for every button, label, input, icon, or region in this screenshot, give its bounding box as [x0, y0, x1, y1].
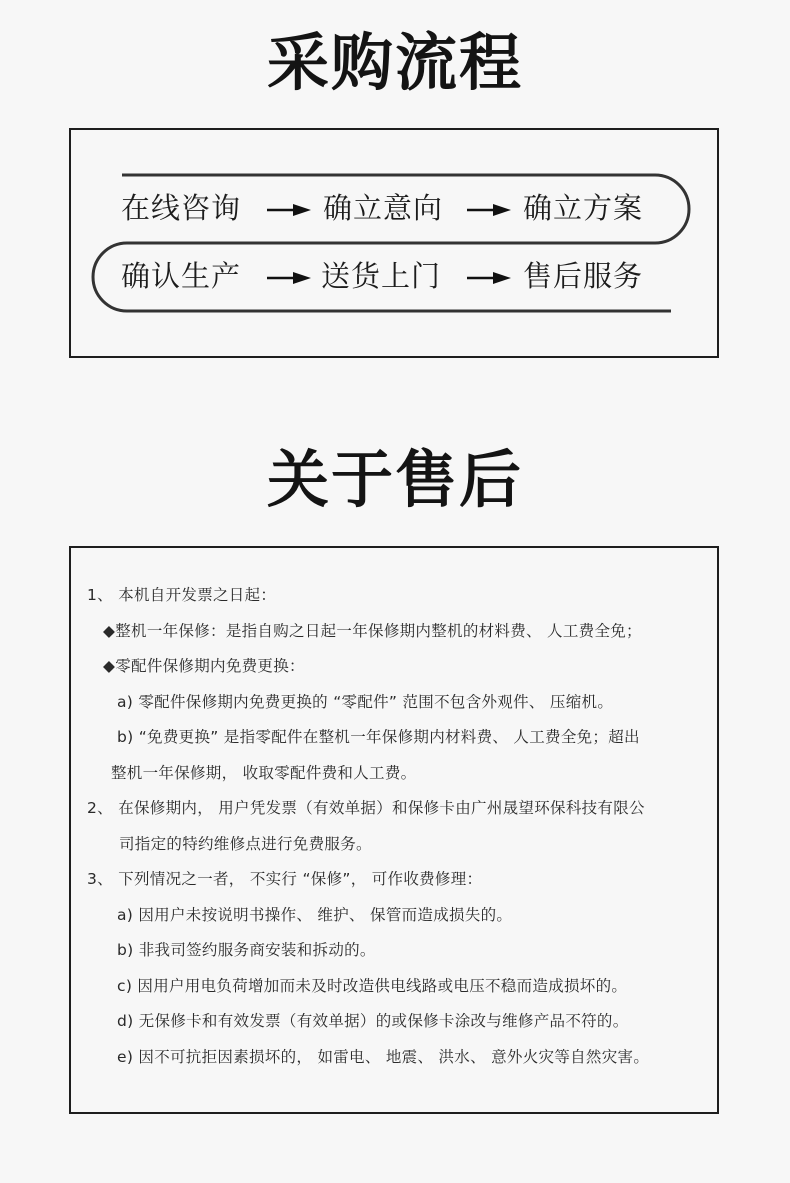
terms-line: d) 无保修卡和有效发票（有效单据）的或保修卡涂改与维修产品不符的。 — [117, 1012, 629, 1030]
terms-line: c) 因用户用电负荷增加而未及时改造供电线路或电压不稳而造成损坏的。 — [117, 977, 628, 995]
purchase-process-title: 采购流程 — [266, 26, 523, 99]
step-confirm-production: 确认生产 — [121, 259, 242, 293]
terms-line: e) 因不可抗拒因素损坏的， 如雷电、 地震、 洪水、 意外火灾等自然灾害。 — [117, 1048, 650, 1066]
terms-line: ◆整机一年保修：是指自购之日起一年保修期内整机的材料费、 人工费全免； — [103, 622, 642, 640]
step-confirm-plan: 确立方案 — [523, 191, 644, 225]
terms-line: 3、 下列情况之一者， 不实行 “保修”， 可作收费修理： — [87, 870, 483, 888]
terms-line: a) 因用户未按说明书操作、 维护、 保管而造成损失的。 — [117, 906, 513, 924]
after-sales-title: 关于售后 — [266, 443, 523, 516]
step-delivery: 送货上门 — [321, 259, 442, 293]
purchase-flow-box — [69, 128, 719, 358]
arrow-right-icon — [267, 202, 313, 218]
terms-line: a) 零配件保修期内免费更换的 “零配件” 范围不包含外观件、 压缩机。 — [117, 693, 614, 711]
terms-line: 司指定的特约维修点进行免费服务。 — [119, 835, 372, 853]
terms-line: 1、 本机自开发票之日起： — [87, 586, 277, 604]
step-online-consult: 在线咨询 — [121, 191, 242, 225]
step-confirm-intent: 确立意向 — [323, 191, 444, 225]
arrow-right-icon — [467, 202, 513, 218]
terms-line: b) “免费更换” 是指零配件在整机一年保修期内材料费、 人工费全免；超出 — [117, 728, 640, 746]
arrow-right-icon — [467, 270, 513, 286]
terms-line: b) 非我司签约服务商安装和拆动的。 — [117, 941, 376, 959]
terms-line: ◆零配件保修期内免费更换： — [103, 657, 305, 675]
arrow-right-icon — [267, 270, 313, 286]
terms-line: 整机一年保修期， 收取零配件费和人工费。 — [111, 764, 417, 782]
terms-line: 2、 在保修期内， 用户凭发票（有效单据）和保修卡由广州晟望环保科技有限公 — [87, 799, 645, 817]
step-after-sales: 售后服务 — [523, 259, 644, 293]
flow-route-line — [71, 130, 717, 356]
after-sales-box — [69, 546, 719, 1114]
